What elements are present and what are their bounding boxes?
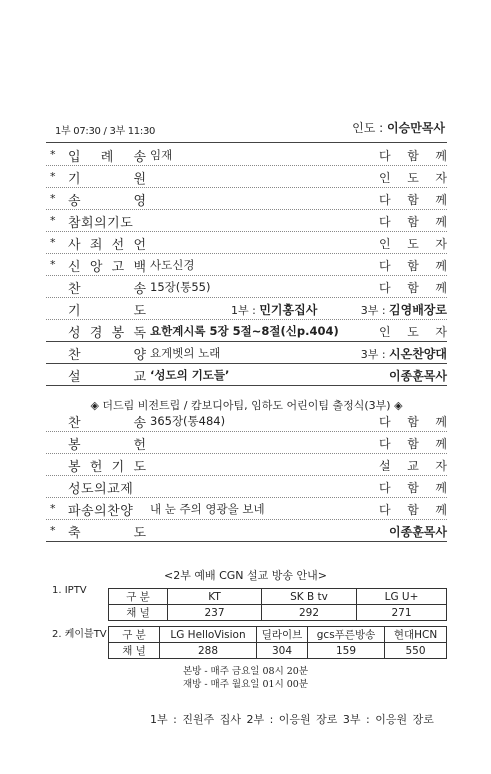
order-leader-char: 께 bbox=[435, 437, 447, 451]
order-leader bbox=[379, 279, 447, 296]
announcement-note: ◈ 더드림 비전트립 / 캄보디아팀, 임하도 어린이팀 출정식(3부) ◈ bbox=[90, 399, 403, 412]
table-cell: 구 분 bbox=[109, 627, 160, 643]
order-leader-name: 이종훈목사 bbox=[389, 525, 447, 539]
standing-marker: * bbox=[50, 258, 56, 271]
order-leader-char: 께 bbox=[435, 193, 447, 207]
order-leader bbox=[379, 323, 447, 340]
standing-marker: * bbox=[50, 236, 56, 249]
order-leader-char: 께 bbox=[435, 259, 447, 273]
service-leader bbox=[352, 119, 445, 136]
order-title-char: 백 bbox=[133, 260, 146, 275]
iptv-table bbox=[108, 588, 447, 621]
choir bbox=[361, 345, 447, 362]
order-leader bbox=[379, 257, 447, 274]
table-row bbox=[109, 605, 447, 621]
order-title bbox=[68, 234, 146, 253]
order-title-char: 교 bbox=[133, 370, 146, 385]
order-title-char: 송 bbox=[68, 194, 81, 209]
order-row bbox=[46, 254, 447, 276]
order-title bbox=[68, 322, 146, 341]
order-title-char: 도 bbox=[133, 526, 146, 541]
order-title-char: 언 bbox=[133, 238, 146, 253]
order-leader-char: 다 bbox=[379, 193, 391, 207]
order-content: ‘성도의 기도들’ bbox=[150, 368, 230, 382]
table-row bbox=[109, 589, 447, 605]
order-title-char: 송 bbox=[133, 150, 146, 165]
order-leader-char: 께 bbox=[435, 503, 447, 517]
order-title-char: 참회의기도 bbox=[68, 216, 134, 231]
prayer-3rd-name: 김영배장로 bbox=[389, 303, 447, 317]
order-title-char: 헌 bbox=[133, 438, 146, 453]
order-title-char: 기 bbox=[111, 460, 125, 475]
table-cell: LG HelloVision bbox=[160, 627, 257, 643]
order-title bbox=[68, 522, 146, 541]
prayer-1st-name: 민기홍집사 bbox=[259, 303, 318, 317]
order-title-char: 송 bbox=[133, 416, 146, 431]
order-title-char: 성 bbox=[68, 326, 81, 341]
table-cell: 채 널 bbox=[109, 605, 168, 621]
order-title-char: 송 bbox=[133, 282, 146, 297]
order-leader bbox=[379, 501, 447, 518]
order-leader-char: 다 bbox=[379, 503, 391, 517]
order-title bbox=[68, 212, 146, 231]
order-leader-char: 께 bbox=[435, 281, 447, 295]
order-leader-char: 다 bbox=[379, 215, 391, 229]
order-leader-char: 함 bbox=[407, 149, 419, 163]
schedule-rerun: 재방 - 매주 월요일 01시 00분 bbox=[182, 679, 309, 690]
order-leader bbox=[379, 169, 447, 186]
order-row bbox=[46, 498, 447, 520]
order-row bbox=[46, 410, 447, 432]
order-row bbox=[46, 232, 447, 254]
order-content: 내 눈 주의 영광을 보네 bbox=[150, 502, 265, 516]
service-times: 1부 07:30 / 3부 11:30 bbox=[55, 126, 156, 137]
order-title-char: 설 bbox=[68, 370, 81, 385]
order-row bbox=[46, 520, 447, 542]
order-row bbox=[46, 298, 447, 320]
order-title-char: 찬 bbox=[68, 348, 81, 363]
order-row bbox=[46, 276, 447, 298]
order-leader-char: 교 bbox=[407, 459, 419, 473]
order-row bbox=[46, 454, 447, 476]
order-content: 요게벳의 노래 bbox=[150, 346, 221, 360]
order-row bbox=[46, 188, 447, 210]
cable-label: 2. 케이블TV bbox=[52, 629, 107, 640]
order-title-char: 찬 bbox=[68, 416, 81, 431]
iptv-label: 1. IPTV bbox=[52, 585, 87, 596]
order-leader-char: 자 bbox=[435, 325, 447, 339]
order-title-char: 도 bbox=[133, 304, 146, 319]
order-title bbox=[68, 500, 146, 519]
order-leader-char: 다 bbox=[379, 149, 391, 163]
order-title-char: 고 bbox=[111, 260, 125, 275]
order-title-char: 헌 bbox=[89, 460, 103, 475]
standing-marker: * bbox=[50, 502, 56, 515]
choir-label: 3부 : bbox=[360, 348, 386, 361]
order-leader bbox=[379, 435, 447, 452]
order-title-char: 봉 bbox=[111, 326, 125, 341]
table-cell: 271 bbox=[357, 605, 447, 621]
order-title bbox=[68, 456, 146, 475]
order-row bbox=[46, 342, 447, 364]
order-title-char: 봉 bbox=[68, 438, 81, 453]
cable-table bbox=[108, 626, 447, 659]
order-title bbox=[68, 412, 146, 431]
order-title-char: 앙 bbox=[89, 260, 103, 275]
order-leader bbox=[379, 191, 447, 208]
order-leader-char: 함 bbox=[407, 503, 419, 517]
standing-marker: * bbox=[50, 214, 56, 227]
broadcast-title: <2부 예배 CGN 설교 방송 안내> bbox=[164, 569, 327, 582]
order-title-char: 신 bbox=[68, 260, 81, 275]
table-cell: LG U+ bbox=[357, 589, 447, 605]
order-title-char: 죄 bbox=[89, 238, 103, 253]
order-title-char: 도 bbox=[133, 460, 146, 475]
order-leader-char: 함 bbox=[407, 481, 419, 495]
footer-credits: 1부 : 진원주 집사 2부 : 이응원 장로 3부 : 이응원 장로 bbox=[150, 713, 434, 726]
order-title-char: 축 bbox=[68, 526, 81, 541]
order-row bbox=[46, 320, 447, 342]
order-leader-char: 함 bbox=[407, 437, 419, 451]
standing-marker: * bbox=[50, 524, 56, 537]
order-leader-char: 께 bbox=[435, 415, 447, 429]
order-leader bbox=[379, 147, 447, 164]
table-cell: 288 bbox=[160, 643, 257, 659]
standing-marker: * bbox=[50, 192, 56, 205]
table-cell: 304 bbox=[257, 643, 308, 659]
table-cell: 159 bbox=[308, 643, 385, 659]
order-title-char: 례 bbox=[100, 150, 114, 165]
order-leader-char: 다 bbox=[379, 281, 391, 295]
order-content: 임재 bbox=[150, 148, 173, 162]
order-title bbox=[68, 256, 146, 275]
order-row bbox=[46, 476, 447, 498]
table-row bbox=[109, 627, 447, 643]
table-cell: 채 널 bbox=[109, 643, 160, 659]
row-divider bbox=[46, 541, 447, 542]
order-title-char: 양 bbox=[133, 348, 146, 363]
order-leader bbox=[379, 413, 447, 430]
order-leader-char: 자 bbox=[435, 171, 447, 185]
table-cell: 550 bbox=[385, 643, 447, 659]
standing-marker: * bbox=[50, 170, 56, 183]
order-leader-char: 설 bbox=[379, 459, 391, 473]
order-leader-char: 인 bbox=[379, 237, 391, 251]
order-title-char: 봉 bbox=[68, 460, 81, 475]
order-title bbox=[68, 278, 146, 297]
table-cell: 딜라이브 bbox=[257, 627, 308, 643]
order-leader-char: 다 bbox=[379, 481, 391, 495]
order-title-char: 찬 bbox=[68, 282, 81, 297]
order-title-char: 경 bbox=[89, 326, 103, 341]
order-title-char: 파송의찬양 bbox=[68, 504, 134, 519]
order-title bbox=[68, 344, 146, 363]
table-cell: 구 분 bbox=[109, 589, 168, 605]
top-rule bbox=[46, 142, 447, 143]
order-leader-char: 도 bbox=[407, 171, 419, 185]
order-row bbox=[46, 210, 447, 232]
table-cell: gcs푸른방송 bbox=[308, 627, 385, 643]
order-row bbox=[46, 166, 447, 188]
order-leader-char: 함 bbox=[407, 215, 419, 229]
order-leader bbox=[379, 235, 447, 252]
order-leader-char: 다 bbox=[379, 437, 391, 451]
table-row bbox=[109, 643, 447, 659]
order-leader-char: 함 bbox=[407, 281, 419, 295]
order-row bbox=[46, 144, 447, 166]
order-title bbox=[68, 366, 146, 385]
table-cell: KT bbox=[168, 589, 262, 605]
order-leader bbox=[379, 479, 447, 496]
order-content: 15장(통55) bbox=[150, 280, 211, 294]
prayer-3rd-label: 3부 : bbox=[360, 304, 386, 317]
prayer-1st-service bbox=[231, 301, 317, 318]
order-row bbox=[46, 364, 447, 386]
leader-label: 인도 : bbox=[352, 121, 384, 135]
order-title bbox=[68, 300, 146, 319]
order-title-char: 영 bbox=[133, 194, 146, 209]
row-divider bbox=[46, 385, 447, 386]
order-title bbox=[68, 478, 146, 497]
prayer-1st-label: 1부 : bbox=[231, 304, 256, 317]
order-leader-char: 께 bbox=[435, 481, 447, 495]
order-title bbox=[68, 146, 146, 165]
order-leader-char: 함 bbox=[407, 193, 419, 207]
order-title bbox=[68, 190, 146, 209]
order-leader-char: 도 bbox=[407, 237, 419, 251]
order-title-char: 원 bbox=[133, 172, 146, 187]
standing-marker: * bbox=[50, 148, 56, 161]
order-title-char: 기 bbox=[68, 172, 81, 187]
leader-name: 이승만목사 bbox=[387, 121, 445, 135]
order-title-char: 기 bbox=[68, 304, 81, 319]
order-leader-char: 함 bbox=[407, 415, 419, 429]
prayer-3rd-service bbox=[361, 301, 447, 318]
order-leader-char: 께 bbox=[435, 149, 447, 163]
order-title-char: 독 bbox=[133, 326, 146, 341]
schedule-primary: 본방 - 매주 금요일 08시 20분 bbox=[182, 666, 309, 677]
order-leader-char: 인 bbox=[379, 171, 391, 185]
order-content: 사도신경 bbox=[150, 258, 195, 272]
order-leader-char: 께 bbox=[435, 215, 447, 229]
order-leader-name: 이종훈목사 bbox=[389, 369, 447, 383]
table-cell: 237 bbox=[168, 605, 262, 621]
order-content: 요한계시록 5장 5절~8절(신p.404) bbox=[150, 324, 339, 338]
order-title bbox=[68, 168, 146, 187]
table-cell: 현대HCN bbox=[385, 627, 447, 643]
order-title-char: 성도의교제 bbox=[68, 482, 134, 497]
order-leader-char: 함 bbox=[407, 259, 419, 273]
order-leader-char: 자 bbox=[435, 237, 447, 251]
order-leader-char: 인 bbox=[379, 325, 391, 339]
order-title-char: 사 bbox=[68, 238, 81, 253]
order-title-char: 입 bbox=[68, 150, 81, 165]
order-leader bbox=[379, 457, 447, 474]
table-cell: 292 bbox=[262, 605, 357, 621]
order-content: 365장(통484) bbox=[150, 414, 226, 428]
order-leader bbox=[379, 213, 447, 230]
order-title-char: 선 bbox=[111, 238, 125, 253]
order-leader-char: 자 bbox=[435, 459, 447, 473]
order-leader-char: 다 bbox=[379, 415, 391, 429]
order-row bbox=[46, 432, 447, 454]
choir-name: 시온찬양대 bbox=[389, 347, 447, 361]
table-cell: SK B tv bbox=[262, 589, 357, 605]
order-leader-char: 도 bbox=[407, 325, 419, 339]
order-leader-char: 다 bbox=[379, 259, 391, 273]
order-title bbox=[68, 434, 146, 453]
